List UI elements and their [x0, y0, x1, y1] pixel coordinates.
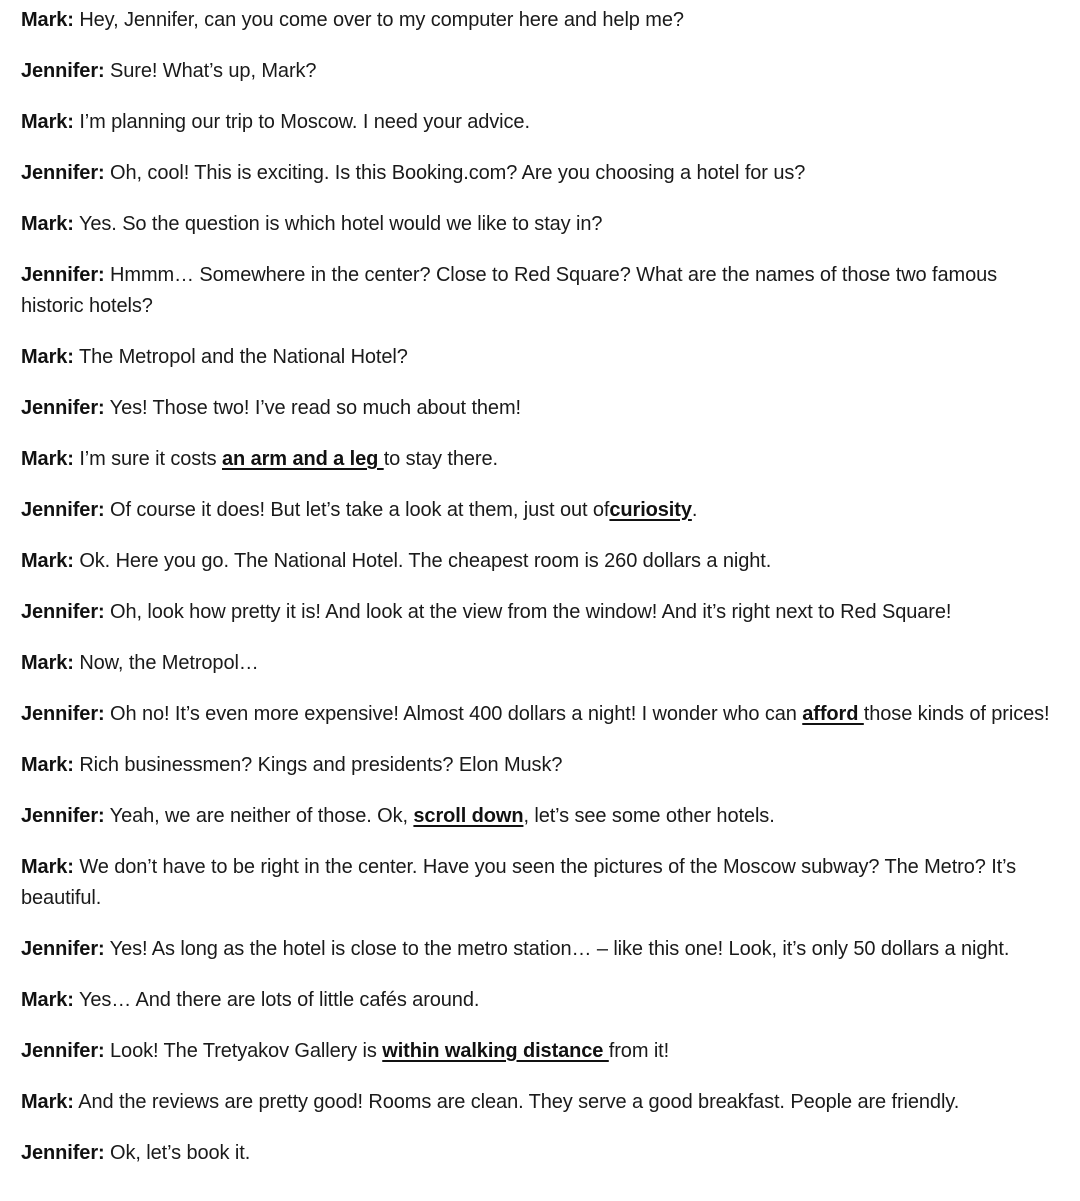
- line-text: Now, the Metropol…: [73, 652, 259, 674]
- dialogue-line: [21, 546, 1059, 577]
- speaker-name: Mark:: [21, 989, 74, 1011]
- dialogue-line: [21, 495, 1059, 526]
- dialogue-line: [21, 648, 1059, 679]
- dialogue-line: [21, 393, 1059, 424]
- dialogue-line: [21, 1087, 1059, 1118]
- speaker-name: Jennifer:: [21, 264, 105, 286]
- speaker-name: Jennifer:: [21, 499, 105, 521]
- speaker-name: Mark:: [21, 111, 74, 133]
- dialogue-line: [21, 934, 1059, 965]
- line-text: Hey, Jennifer, can you come over to my computer here and help me?: [73, 9, 684, 31]
- speaker-name: Jennifer:: [21, 938, 105, 960]
- speaker-name: Mark:: [21, 550, 74, 572]
- line-text: those kinds of prices!: [863, 703, 1050, 725]
- line-text: Yes! As long as the hotel is close to the metro station… – like this one! Look, it’s only 50 dollars a night.: [104, 938, 1010, 960]
- line-text: Sure! What’s up, Mark?: [104, 60, 317, 82]
- line-text: We don’t have to be right in the center. Have you seen the pictures of the Moscow subway? The Metro? It’s beautiful.: [21, 856, 1017, 909]
- dialogue-line: [21, 1036, 1059, 1067]
- vocabulary-link[interactable]: an arm and a leg: [222, 448, 384, 470]
- speaker-name: Jennifer:: [21, 162, 105, 184]
- dialogue-line: [21, 107, 1059, 138]
- dialogue-line: [21, 1138, 1059, 1169]
- line-text: Yes! Those two! I’ve read so much about them!: [104, 397, 521, 419]
- speaker-name: Mark:: [21, 448, 74, 470]
- line-text: Oh no! It’s even more expensive! Almost 400 dollars a night! I wonder who can: [104, 703, 803, 725]
- dialogue-line: [21, 209, 1059, 240]
- line-text: to stay there.: [383, 448, 498, 470]
- line-text: Rich businessmen? Kings and presidents? Elon Musk?: [73, 754, 563, 776]
- dialogue-line: [21, 5, 1059, 36]
- line-text: I’m planning our trip to Moscow. I need your advice.: [73, 111, 530, 133]
- line-text: Hmmm… Somewhere in the center? Close to Red Square? What are the names of those two famous historic hotels?: [21, 264, 998, 317]
- line-text: Oh, cool! This is exciting. Is this Booking.com? Are you choosing a hotel for us?: [104, 162, 806, 184]
- dialogue-line: [21, 597, 1059, 628]
- dialogue-line: [21, 158, 1059, 189]
- dialogue-line: [21, 801, 1059, 832]
- dialogue-line: [21, 852, 1059, 914]
- speaker-name: Jennifer:: [21, 703, 105, 725]
- line-text: .: [691, 499, 698, 521]
- line-text: Yes. So the question is which hotel would we like to stay in?: [73, 213, 603, 235]
- dialogue-line: [21, 985, 1059, 1016]
- speaker-name: Mark:: [21, 856, 74, 878]
- line-text: from it!: [608, 1040, 670, 1062]
- vocabulary-link[interactable]: curiosity: [609, 499, 692, 521]
- speaker-name: Jennifer:: [21, 1040, 105, 1062]
- dialogue-line: [21, 342, 1059, 373]
- speaker-name: Mark:: [21, 754, 74, 776]
- dialogue-line: [21, 699, 1059, 730]
- line-text: The Metropol and the National Hotel?: [73, 346, 408, 368]
- line-text: Yes… And there are lots of little cafés around.: [73, 989, 480, 1011]
- speaker-name: Jennifer:: [21, 60, 105, 82]
- speaker-name: Jennifer:: [21, 397, 105, 419]
- vocabulary-link[interactable]: afford: [802, 703, 864, 725]
- speaker-name: Mark:: [21, 1091, 74, 1113]
- line-text: I’m sure it costs: [73, 448, 222, 470]
- speaker-name: Mark:: [21, 213, 74, 235]
- vocabulary-link[interactable]: scroll down: [413, 805, 524, 827]
- line-text: Yeah, we are neither of those. Ok,: [104, 805, 414, 827]
- dialogue-line: [21, 56, 1059, 87]
- line-text: And the reviews are pretty good! Rooms are clean. They serve a good breakfast. People are friendly.: [73, 1091, 960, 1113]
- speaker-name: Mark:: [21, 9, 74, 31]
- line-text: Ok, let’s book it.: [104, 1142, 251, 1164]
- vocabulary-link[interactable]: within walking distance: [382, 1040, 609, 1062]
- line-text: Ok. Here you go. The National Hotel. The cheapest room is 260 dollars a night.: [73, 550, 772, 572]
- speaker-name: Jennifer:: [21, 601, 105, 623]
- dialogue-line: [21, 750, 1059, 781]
- line-text: , let’s see some other hotels.: [523, 805, 775, 827]
- dialogue-line: [21, 260, 1059, 322]
- dialogue-line: [21, 444, 1059, 475]
- line-text: Oh, look how pretty it is! And look at the view from the window! And it’s right next to Red Square!: [104, 601, 952, 623]
- line-text: Of course it does! But let’s take a look at them, just out of: [104, 499, 610, 521]
- speaker-name: Jennifer:: [21, 805, 105, 827]
- speaker-name: Mark:: [21, 652, 74, 674]
- line-text: Look! The Tretyakov Gallery is: [104, 1040, 383, 1062]
- speaker-name: Mark:: [21, 346, 74, 368]
- speaker-name: Jennifer:: [21, 1142, 105, 1164]
